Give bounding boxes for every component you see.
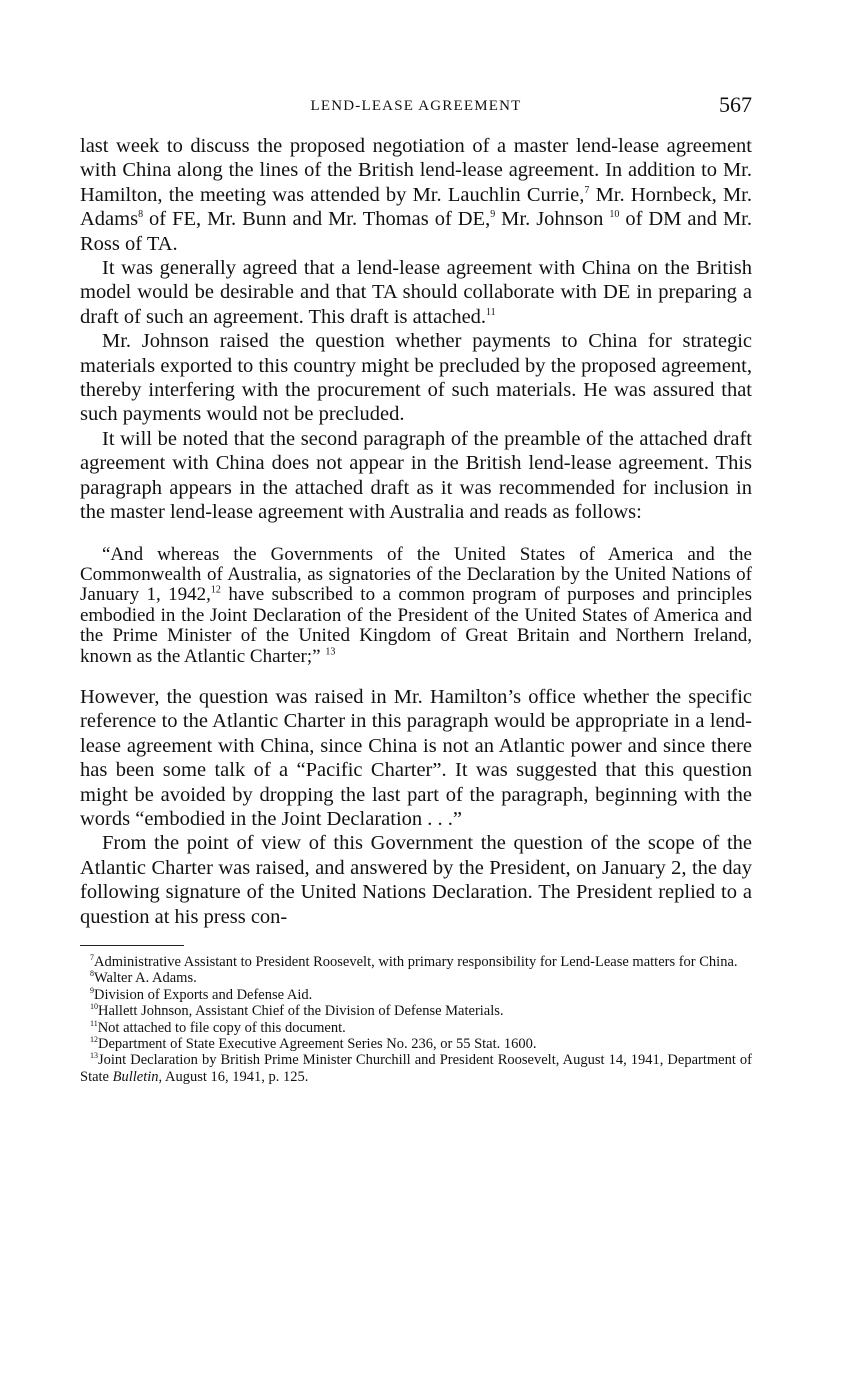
footnote-11: $^{11}$Not attached to file copy of this document. <box>90 1018 346 1036</box>
paragraph-6: From the point of view of this Government the question of the scope of the Atlantic Charter was raised, and answered by the President, on January 2, the day following signature of the United Nations Declaration. The President replied to a question at his press con- <box>80 832 752 928</box>
paragraph-1: last week to discuss the proposed negotiation of a master lend-lease agreement with China along the lines of the British lend-lease agreement. In addition to Mr. Hamilton, the meeting was attended by Mr. Lauchlin Currie,$^7$ Mr. Hornbeck, Mr. Adams$^8$ of FE, Mr. Bunn and Mr. Thomas of DE,$^9$ Mr. Johnson $^{10}$ of DM and Mr. Ross of TA. <box>80 135 752 255</box>
footnote-ref-10: 10 <box>609 209 620 221</box>
footnote-7: $^7$Administrative Assistant to President Roosevelt, with primary responsibility for Lend-Lease matters for China. <box>90 953 738 970</box>
block-quote: “And whereas the Governments of the United States of America and the Commonwealth of Australia, as signatories of the Declaration by the United Nations of January 1, 1942,12 have subscribed to a common program of purposes and principles embodied in the Joint Declaration of the President of the United States of America and the Prime Minister of the United Kingdom of Great Britain and Northern Ireland, known as the Atlantic Charter;” $^{13}$ <box>80 543 752 667</box>
paragraph-2: It was generally agreed that a lend-lease agreement with China on the British model would be desirable and that TA should collaborate with DE in preparing a draft of such an agreement. This draft is attached.$^{11}$ <box>80 257 752 328</box>
body-text <box>80 134 752 929</box>
paragraph-4: It will be noted that the second paragraph of the preamble of the attached draft agreement with China does not appear in the British lend-lease agreement. This paragraph appears in the attached draft as it was recommended for inclusion in the master lend-lease agreement with Australia and reads as follows: <box>80 427 752 524</box>
footnote-divider <box>80 945 184 946</box>
paragraph-3: Mr. Johnson raised the question whether payments to China for strategic materials exported to this country might be precluded by the proposed agreement, thereby interfering with the procurement of such materials. He was assured that such payments would not be precluded. <box>80 330 752 426</box>
page-header <box>80 92 752 128</box>
footnote-ref-11: 11 <box>486 307 496 319</box>
footnotes <box>80 954 752 1085</box>
footnote-ref-9: 9 <box>490 209 496 221</box>
footnote-ref-12: 12 <box>210 584 221 596</box>
footnote-12: $^{12}$Department of State Executive Agreement Series No. 236, or 55 Stat. 1600. <box>90 1035 537 1053</box>
footnote-ref-7: 7 <box>584 184 590 196</box>
footnote-ref-8: 8 <box>138 209 144 221</box>
page-number: 567 <box>719 92 752 117</box>
document-page <box>80 92 752 1085</box>
footnote-8: $^8$Walter A. Adams. <box>90 969 197 987</box>
running-title: LEND-LEASE AGREEMENT <box>310 98 522 114</box>
footnote-13: $^{13}$Joint Declaration by British Prime Minister Churchill and President Roosevelt, August 14, 1941, Department of State Bulletin, August 16, 1941, p. 125. <box>80 1051 752 1085</box>
paragraph-5: However, the question was raised in Mr. Hamilton’s office whether the specific reference to the Atlantic Charter in this paragraph would be appropriate in a lend-lease agreement with China, since China is not an Atlantic power and since there has been some talk of a “Pacific Charter”. It was suggested that this question might be avoided by dropping the last part of the paragraph, beginning with the words “embodied in the Joint Declaration . . .” <box>80 685 752 830</box>
footnote-9: $^9$Division of Exports and Defense Aid. <box>90 985 313 1003</box>
footnote-10: $^{10}$Hallett Johnson, Assistant Chief of the Division of Defense Materials. <box>90 1002 504 1020</box>
footnote-ref-13: 13 <box>325 646 336 658</box>
